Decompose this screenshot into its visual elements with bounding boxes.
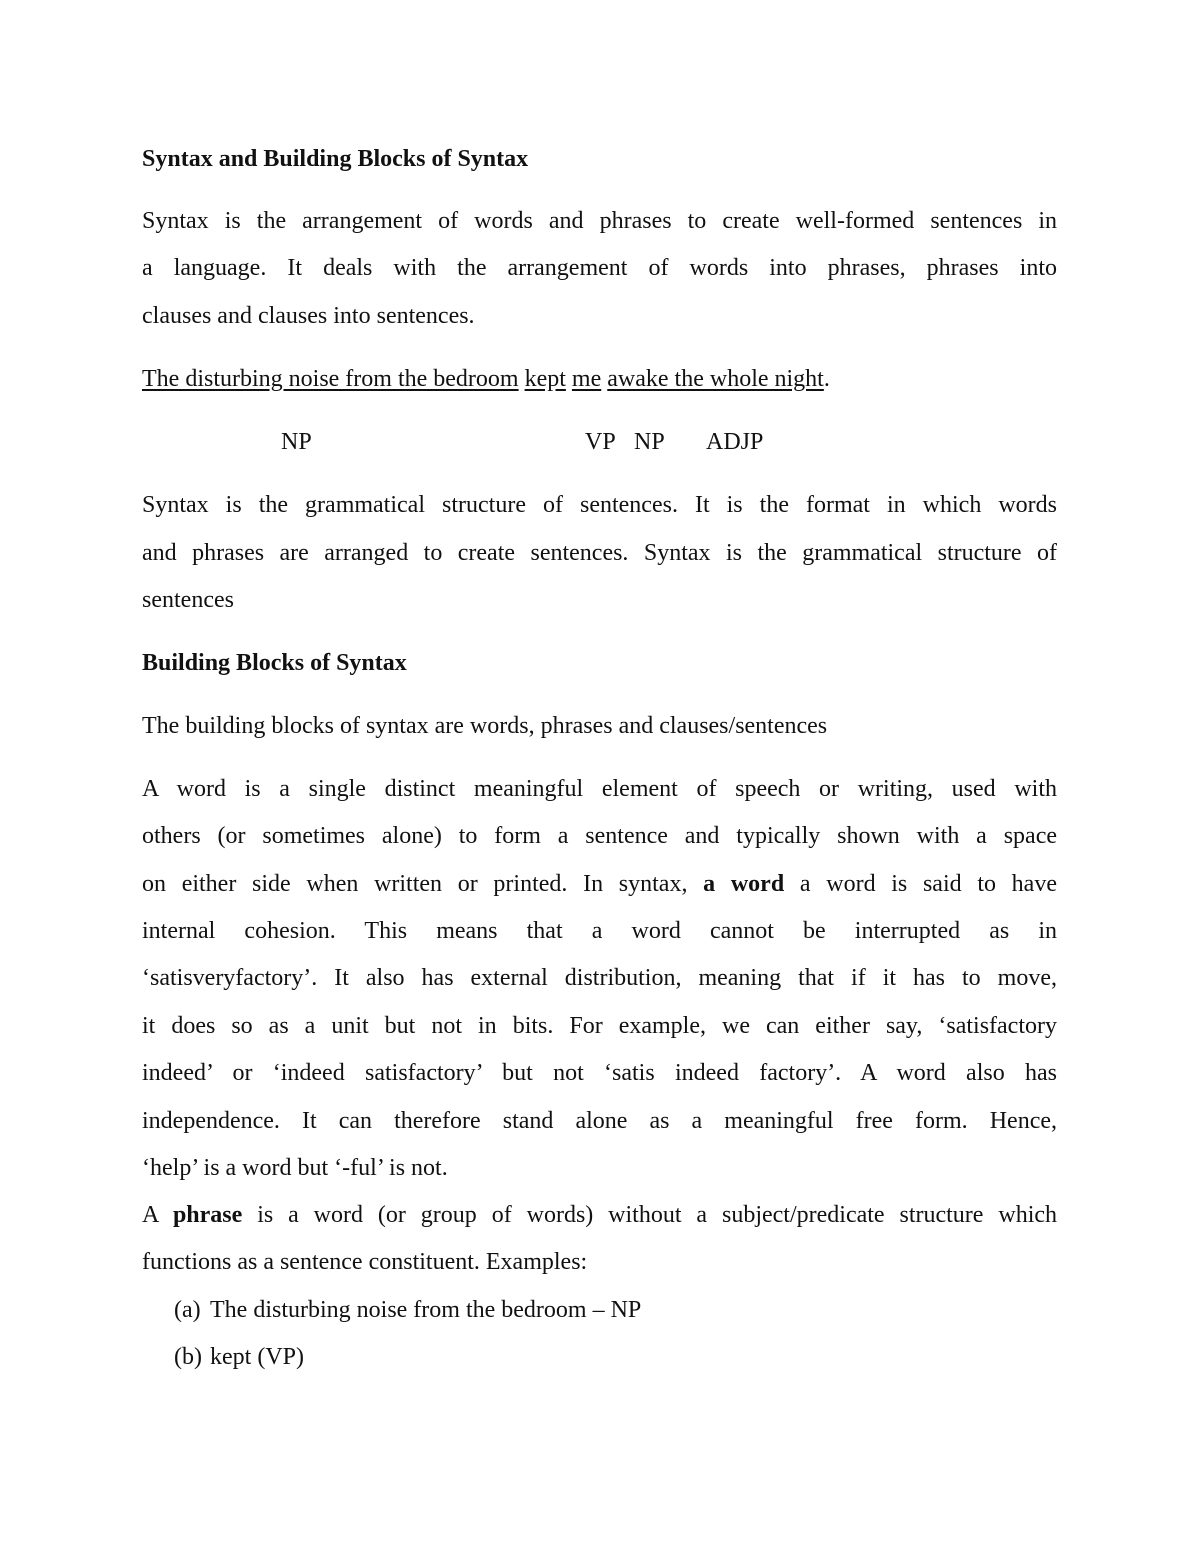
intro-line-2: a language. It deals with the arrangement of words into phrases, phrases into <box>142 255 1057 281</box>
word-line-6: it does so as a unit but not in bits. For example, we can either say, ‘satisfactory <box>142 1013 1057 1039</box>
word-line-9: ‘help’ is a word but ‘-ful’ is not. <box>142 1155 448 1181</box>
example-item <box>174 1295 641 1325</box>
example-item-label: (b) <box>174 1344 202 1370</box>
example-vp: kept <box>524 366 566 392</box>
definition-line-3: sentences <box>142 587 234 613</box>
word-line-5: ‘satisveryfactory’. It also has external distribution, meaning that if it has to move, <box>142 965 1057 991</box>
word-line-7: indeed’ or ‘indeed satisfactory’ but not ‘satis indeed factory’. A word also has <box>142 1060 1057 1086</box>
section-heading: Building Blocks of Syntax <box>142 650 407 676</box>
word-line-1: A word is a single distinct meaningful element of speech or writing, used with <box>142 776 1057 802</box>
definition-line-2: and phrases are arranged to create sentences. Syntax is the grammatical structure of <box>142 540 1057 566</box>
word-line-8: independence. It can therefore stand alone as a meaningful free form. Hence, <box>142 1108 1057 1134</box>
example-item-text: kept (VP) <box>210 1344 304 1370</box>
example-np2: me <box>571 366 602 392</box>
example-period: . <box>823 366 830 392</box>
example-item-text: The disturbing noise from the bedroom – NP <box>210 1297 642 1323</box>
word-line-4: internal cohesion. This means that a word cannot be interrupted as in <box>142 918 1057 944</box>
tag-np-2: NP <box>634 429 665 455</box>
word-line-3-start: on either side when written or printed. In syntax, <box>142 871 688 897</box>
word-line-2: others (or sometimes alone) to form a sentence and typically shown with a space <box>142 823 1057 849</box>
tag-np-1: NP <box>281 429 312 455</box>
definition-line-1: Syntax is the grammatical structure of sentences. It is the format in which words <box>142 492 1057 518</box>
phrase-line-2: functions as a sentence constituent. Examples: <box>142 1249 588 1275</box>
phrase-line-1-start: A <box>142 1202 159 1228</box>
tag-vp: VP <box>585 429 616 455</box>
phrase-line-1-end: is a word (or group of words) without a subject/predicate structure which <box>257 1202 1058 1228</box>
example-item <box>174 1342 304 1372</box>
phrase-line-1 <box>142 1200 1057 1230</box>
intro-line-1: Syntax is the arrangement of words and phrases to create well-formed sentences in <box>142 208 1057 234</box>
word-line-3-bold: a word <box>703 871 785 897</box>
blocks-statement: The building blocks of syntax are words, phrases and clauses/sentences <box>142 713 828 739</box>
phrase-line-1-bold: phrase <box>172 1202 243 1228</box>
intro-line-3: clauses and clauses into sentences. <box>142 303 475 329</box>
example-np1: The disturbing noise from the bedroom <box>142 366 519 392</box>
tag-adjp: ADJP <box>706 429 764 455</box>
example-sentence <box>142 364 830 394</box>
document-title: Syntax and Building Blocks of Syntax <box>142 146 529 172</box>
example-adjp: awake the whole night <box>607 366 824 392</box>
word-line-3 <box>142 869 1057 899</box>
word-line-3-end: a word is said to have <box>799 871 1057 897</box>
example-item-label: (a) <box>174 1297 201 1323</box>
